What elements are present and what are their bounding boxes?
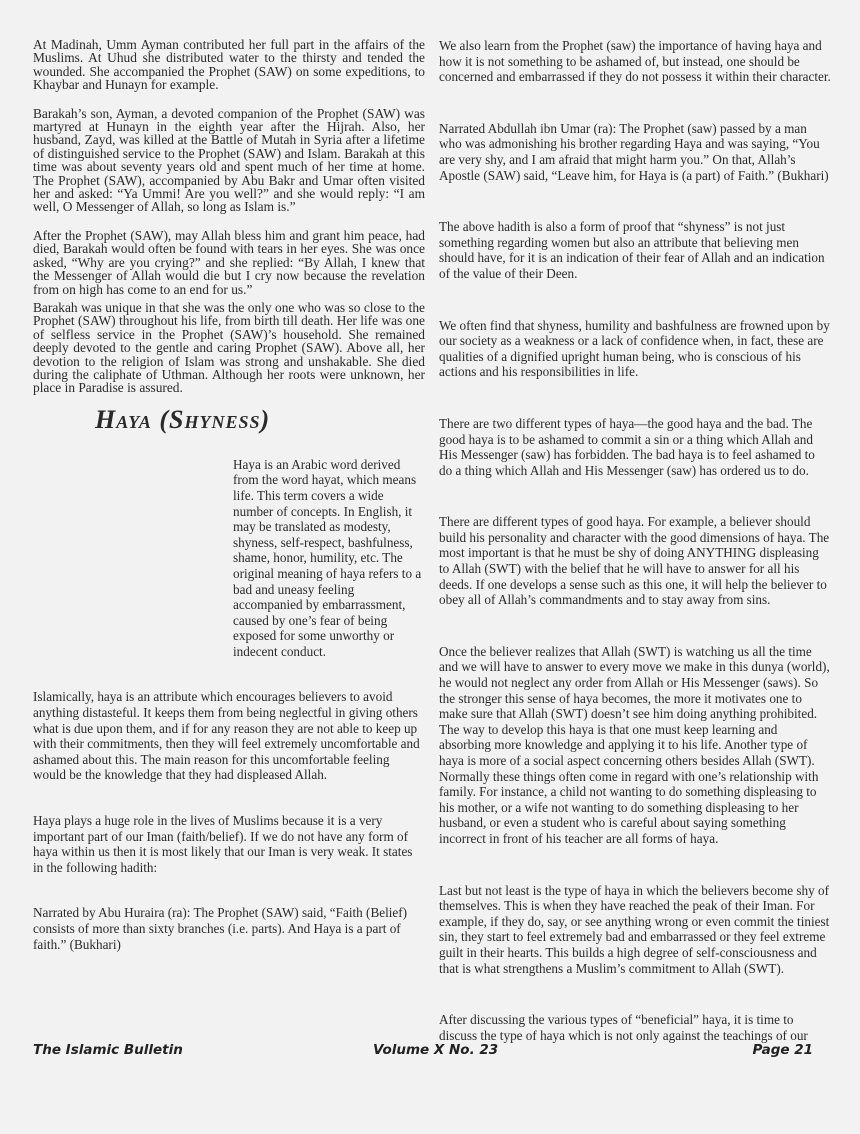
haya-intro: [33, 457, 425, 660]
publication-name: The Islamic Bulletin: [33, 1042, 183, 1058]
section-heading: Haya (Shyness): [95, 404, 271, 434]
paragraph: There are different types of good haya. For example, a believer should build his personality and character with the good dimensions of haya. The most important is that he must be shy of doing ANYTHING displeasing to Allah (SWT) with the belief that he will have to answer for all his deeds. If one develops a sense such as this one, it will help the believer to obey all of Allah’s commandments and to stay away from sins.: [439, 514, 830, 608]
right-column: [439, 38, 831, 1079]
paragraph: Haya plays a huge role in the lives of Muslims because it is a very important part of our Iman (faith/belief). If we do not have any form of haya within us then it is most likely that our Iman is very weak. It states in the following hadith:: [33, 813, 413, 875]
paragraph: We also learn from the Prophet (saw) the importance of having haya and how it is not something to be ashamed of, but instead, one should be concerned and embarrassed if they do not possess it within their character.: [439, 38, 831, 85]
page-number: Page 21: [752, 1042, 813, 1058]
left-column: [33, 38, 425, 952]
paragraph: After discussing the various types of “beneficial” haya, it is time to discuss the type of haya which is not only against the teachings of our: [439, 1012, 808, 1043]
paragraph: We often find that shyness, humility and bashfulness are frowned upon by our society as a weakness or a lack of confidence when, in fact, these are qualities of a dignified upright human being, who is conscious of his actions and his responsibilities in life.: [439, 317, 830, 380]
volume-number: Volume X No. 23: [373, 1042, 499, 1058]
paragraph: Once the believer realizes that Allah (SWT) is watching us all the time and we will have to answer to every move we make in this dunya (world), he would not neglect any order from Allah or His Messenger (saws). So the stronger this sense of haya becomes, the more it motivates one to make sure that Allah (SWT) doesn’t see him doing anything prohibited. The way to develop this haya is that one must keep learning and absorbing more knowledge and applying it to his life. Another type of haya is more of a social aspect concerning others besides Allah (SWT). Normally these things often come in regard with one’s relationship with family. For instance, a child not wanting to do something displeasing to his mother, or a wife not wanting to do something displeasing to her husband, or even a student who is careful about saying something incorrect in front of his teacher are all forms of haya.: [439, 643, 830, 846]
barakah-section: [33, 38, 425, 395]
paragraph: Haya is an Arabic word derived from the word hayat, which means life. This term covers a wide number of concepts. In English, it may be translated as modesty, shyness, self-respect, bashfulness, shame, honor, humility, etc. The original meaning of haya refers to a bad and uneasy feeling accompanied by embarrassment, caused by one’s fear of being exposed for some unworthy or indecent conduct.: [233, 456, 422, 659]
paragraph: Barakah’s son, Ayman, a devoted companion of the Prophet (SAW) was martyred at Hunayn in the eighth year after the Hijrah. Also, her husband, Zayd, was killed at the Battle of Mutah in Syria after a lifetime of distinguished service to the Prophet (SAW) and Islam. Barakah at this time was about seventy years old and spent much of her time at home. The Prophet (SAW), accompanied by Abu Bakr and Umar often visited her and asked: “Ya Ummi! Are you well?” and she would reply: “I am well, O Messenger of Allah, so long as Islam is.”: [33, 105, 425, 215]
paragraph: After the Prophet (SAW), may Allah bless him and grant him peace, had died, Barakah would often be found with tears in her eyes. She was once asked, “Why are you crying?” and she replied: “By Allah, I knew that the Messenger of Allah would die but I cry now because the revelation from on high has come to an end for us.”: [33, 227, 425, 297]
hadith-quote: Narrated Abdullah ibn Umar (ra): The Prophet (saw) passed by a man who was admonishing his brother regarding Haya and was saying, “You are very shy, and I am afraid that might harm you.” On that, Allah’s Apostle (SAW) said, “Leave him, for Haya is (a part) of Faith.” (Bukhari): [439, 120, 829, 183]
paragraph: At Madinah, Umm Ayman contributed her full part in the affairs of the Muslims. At Uhud she distributed water to the thirsty and tended the wounded. She accompanied the Prophet (SAW) on some expeditions, to Khaybar and Hunayn for example.: [33, 37, 425, 93]
paragraph: Last but not least is the type of haya in which the believers become shy of themselves. This is when they have reached the peak of their Iman. For example, if they do, say, or see anything wrong or even commit the tiniest sin, they start to feel extremely bad and embarrassed or they feel extreme guilt in their hearts. This builds a high degree of self-consciousness and that is what strengthens a Muslim’s commitment to Allah (SWT).: [439, 882, 830, 976]
paragraph: The above hadith is also a form of proof that “shyness” is not just something regarding women but also an attribute that believing men should have, for it is an indication of their fear of Allah and an indication of the value of their Deen.: [439, 219, 825, 281]
hadith-quote: Narrated by Abu Huraira (ra): The Prophet (SAW) said, “Faith (Belief) consists of more than sixty branches (i.e. parts). And Haya is a part of faith.” (Bukhari): [33, 905, 408, 952]
paragraph: Barakah was unique in that she was the only one who was so close to the Prophet (SAW) throughout his life, from birth till death. Her life was one of selfless service in the Prophet (SAW)’s household. She remained deeply devoted to the gentle and caring Prophet (SAW). Above all, her devotion to the religion of Islam was strong and unshakable. She died during the caliphate of Uthman. Although her roots were unknown, her place in Paradise is assured.: [33, 299, 425, 396]
paragraph: There are two different types of haya—the good haya and the bad. The good haya is to be ashamed to commit a sin or a thing which Allah and His Messenger (saw) has forbidden. The bad haya is to feel ashamed to do a thing which Allah and His Messenger (saw) has ordered us to do.: [439, 415, 815, 478]
paragraph: Islamically, haya is an attribute which encourages believers to avoid anything distasteful. It keeps them from being neglectful in giving others what is due upon them, and if for any reason they are not able to keep up with their commitments, then they will feel extremely uncomfortable and ashamed about this. The main reason for this uncomfortable feeling would be the knowledge that they had displeased Allah.: [33, 689, 420, 783]
page-footer: [33, 1042, 813, 1060]
image-space: [33, 457, 233, 655]
